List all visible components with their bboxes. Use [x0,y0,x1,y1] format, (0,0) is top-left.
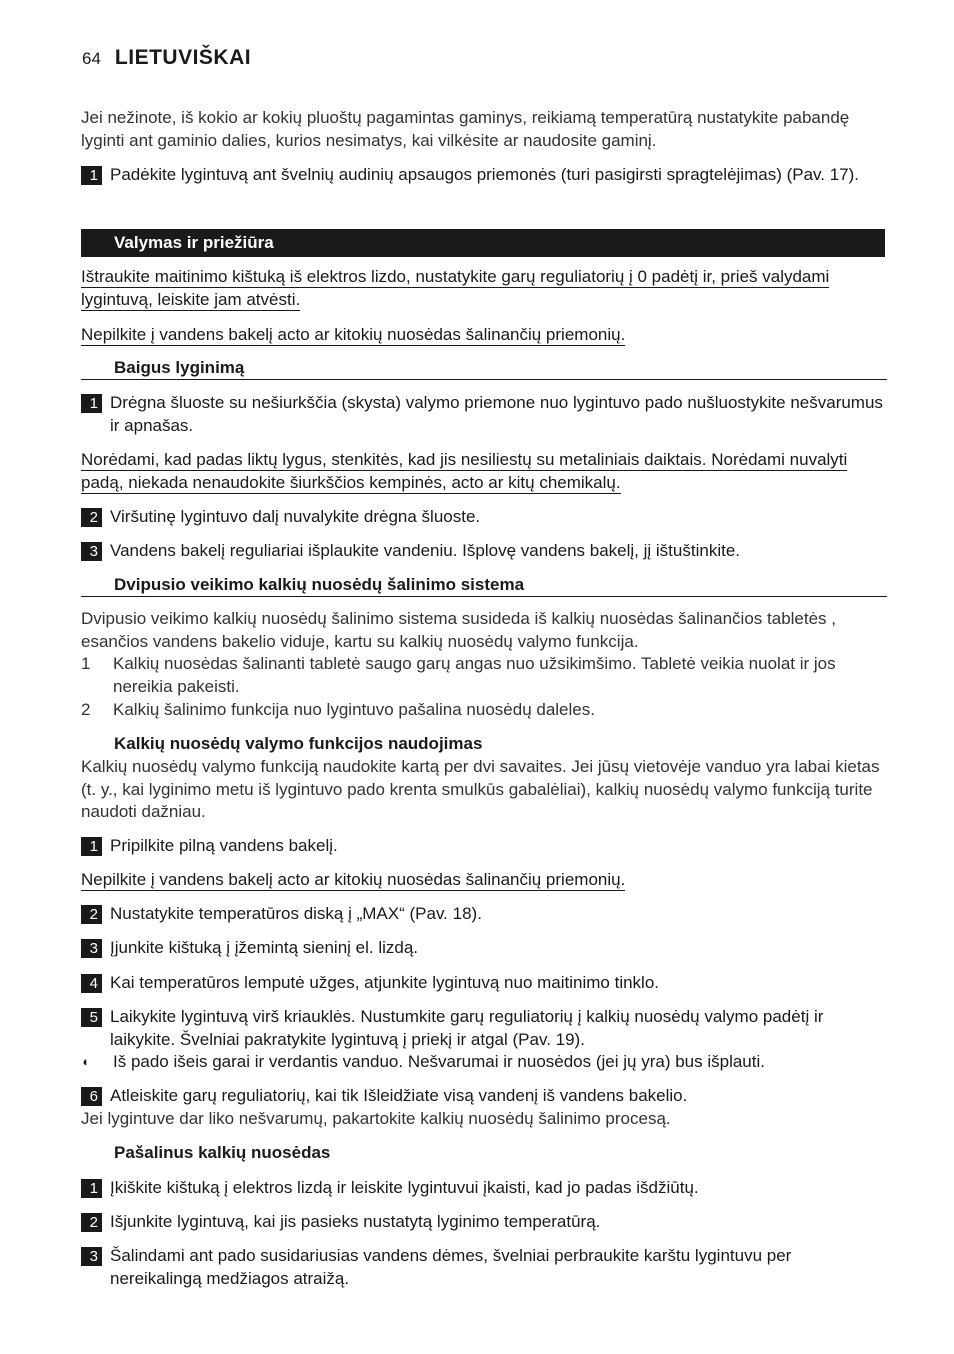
step-heat-up [81,1177,887,1200]
step-text: Nustatykite temperatūros diską į „MAX“ (Pav. 18). [110,904,482,923]
step-fill-tank [81,835,887,858]
page-number: 64 [82,49,101,68]
step-set-max [81,903,887,926]
warning-text: Ištraukite maitinimo kištuką iš elektros lizdo, nustatykite garų reguliatorių į 0 padėtį ir, prieš valydami lygintuvą, leiskite jam atvėsti. [81,267,830,309]
section-title-cleaning: Valymas ir priežiūra [81,229,885,257]
step-number: 3 [81,542,102,561]
step-number: 2 [81,508,102,527]
subheading-after-calc: Pašalinus kalkių nuosėdas [114,1143,331,1162]
bullet-item [81,1051,887,1074]
warning-text: Nepilkite į vandens bakelį acto ar kitokių nuosėdas šalinančių priemonių. [81,870,626,889]
step-wipe-soleplate [81,392,887,437]
step-rinse-tank [81,540,887,563]
bullet-icon: ◖ [81,1054,89,1069]
list-item [81,699,887,722]
step-text: Išjunkite lygintuvą, kai jis pasieks nustatytą lyginimo temperatūrą. [110,1212,601,1231]
step-number: 4 [81,974,102,993]
step-number: 6 [81,1087,102,1106]
list-text: Kalkių nuosėdas šalinanti tabletė saugo garų angas nuo užsikimšimo. Tabletė veikia nuolat ir jos nereikia pakeisti. [113,654,836,696]
intro-paragraph: Jei nežinote, iš kokio ar kokių pluoštų pagamintas gaminys, reikiamą temperatūrą nustatykite pabandę lyginti ant gaminio dalies, kurios nesimatys, kai vilkėsite ar naudosite gaminį. [81,108,850,150]
repeat-note: Jei lygintuve dar liko nešvarumų, pakartokite kalkių nuosėdų šalinimo procesą. [81,1109,671,1128]
language-heading: LIETUVIŠKAI [114,46,252,69]
step-text: Padėkite lygintuvą ant švelnių audinių apsaugos priemonės (turi pasigirsti spragtelėjimas) (Pav. 17). [110,165,860,184]
step-number: 1 [81,394,102,413]
step-text: Viršutinę lygintuvo dalį nuvalykite drėgna šluoste. [110,507,481,526]
subheading-after-ironing: Baigus lyginimą [81,357,887,380]
list-number: 2 [81,700,91,719]
step-text: Įkiškite kištuką į elektros lizdą ir leiskite lygintuvui įkaisti, kad jo padas išdžiūtų. [110,1178,699,1197]
step-number: 1 [81,166,102,185]
step-release-steam [81,1085,887,1108]
step-unplug [81,972,887,995]
warning-no-vinegar-2 [81,869,887,892]
step-number: 5 [81,1008,102,1027]
step-text: Kai temperatūros lemputė užges, atjunkite lygintuvą nuo maitinimo tinklo. [110,973,660,992]
step-number: 3 [81,1247,102,1266]
step-text: Laikykite lygintuvą virš kriauklės. Nustumkite garų reguliatorių į kalkių nuosėdų valymo padėtį ir laikykite. Švelniai pakratykite lygintuvą į priekį ir atgal (Pav. 19). [110,1007,824,1049]
subheading-calc-clean: Kalkių nuosėdų valymo funkcijos naudojimas [114,734,483,753]
warning-text: Nepilkite į vandens bakelį acto ar kitokių nuosėdas šalinančių priemonių. [81,325,626,344]
step-plug-in [81,937,887,960]
step-number: 2 [81,905,102,924]
list-number: 1 [81,654,91,673]
step-number: 2 [81,1213,102,1232]
warning-text: Norėdami, kad padas liktų lygus, stenkitės, kad jis nesiliestų su metaliniais daiktais. Norėdami nuvalyti padą, niekada nenaudokite šiurkščios kempinės, acto ar kitų chemikalų. [81,450,848,492]
double-calc-intro: Dvipusio veikimo kalkių nuosėdų šalinimo sistema susideda iš kalkių nuosėdas šalinančios tabletės , esančios vandens bakelio viduje, kartu su kalkių nuosėdų valymo funkcija. [81,609,836,651]
step-number: 1 [81,1179,102,1198]
step-remove-stains [81,1245,887,1290]
step-text: Pripilkite pilną vandens bakelį. [110,836,338,855]
step-text: Vandens bakelį reguliariai išplaukite vandeniu. Išplovę vandens bakelį, jį ištuštinkite. [110,541,740,560]
step-hold-over-sink [81,1006,887,1051]
calc-clean-intro: Kalkių nuosėdų valymo funkciją naudokite kartą per dvi savaites. Jei jūsų vietovėje vanduo yra labai kietas (t. y., kai lyginimo metu iš lygintuvo pado krenta smulkūs gabalėliai), kalkių nuosėdų valymo funkciją turite naudoti dažniau. [81,757,880,821]
page-header [82,46,251,70]
step-text: Drėgna šluoste su nešiurkščia (skysta) valymo priemone nuo lygintuvo pado nušluostykite nešvarumus ir apnašas. [110,393,883,435]
step-number: 3 [81,939,102,958]
list-item [81,653,887,698]
step-text: Įjunkite kištuką į įžemintą sieninį el. lizdą. [110,938,419,957]
step-switch-off [81,1211,887,1234]
step-text: Šalindami ant pado susidariusias vandens dėmes, švelniai perbraukite karštu lygintuvu per nereikalingą medžiagos atraižą. [110,1246,792,1288]
step-text: Atleiskite garų reguliatorių, kai tik Išleidžiate visą vandenį iš vandens bakelio. [110,1086,688,1105]
warning-unplug [81,266,887,311]
warning-soleplate-smooth [81,449,887,494]
warning-no-vinegar [81,324,887,347]
step-clean-top [81,506,887,529]
subheading-double-calc: Dvipusio veikimo kalkių nuosėdų šalinimo sistema [81,574,887,597]
step-store [81,164,887,187]
bullet-text: Iš pado išeis garai ir verdantis vanduo. Nešvarumai ir nuosėdos (jei jų yra) bus išplauti. [113,1052,765,1071]
list-text: Kalkių šalinimo funkcija nuo lygintuvo pašalina nuosėdų daleles. [113,700,595,719]
step-number: 1 [81,837,102,856]
